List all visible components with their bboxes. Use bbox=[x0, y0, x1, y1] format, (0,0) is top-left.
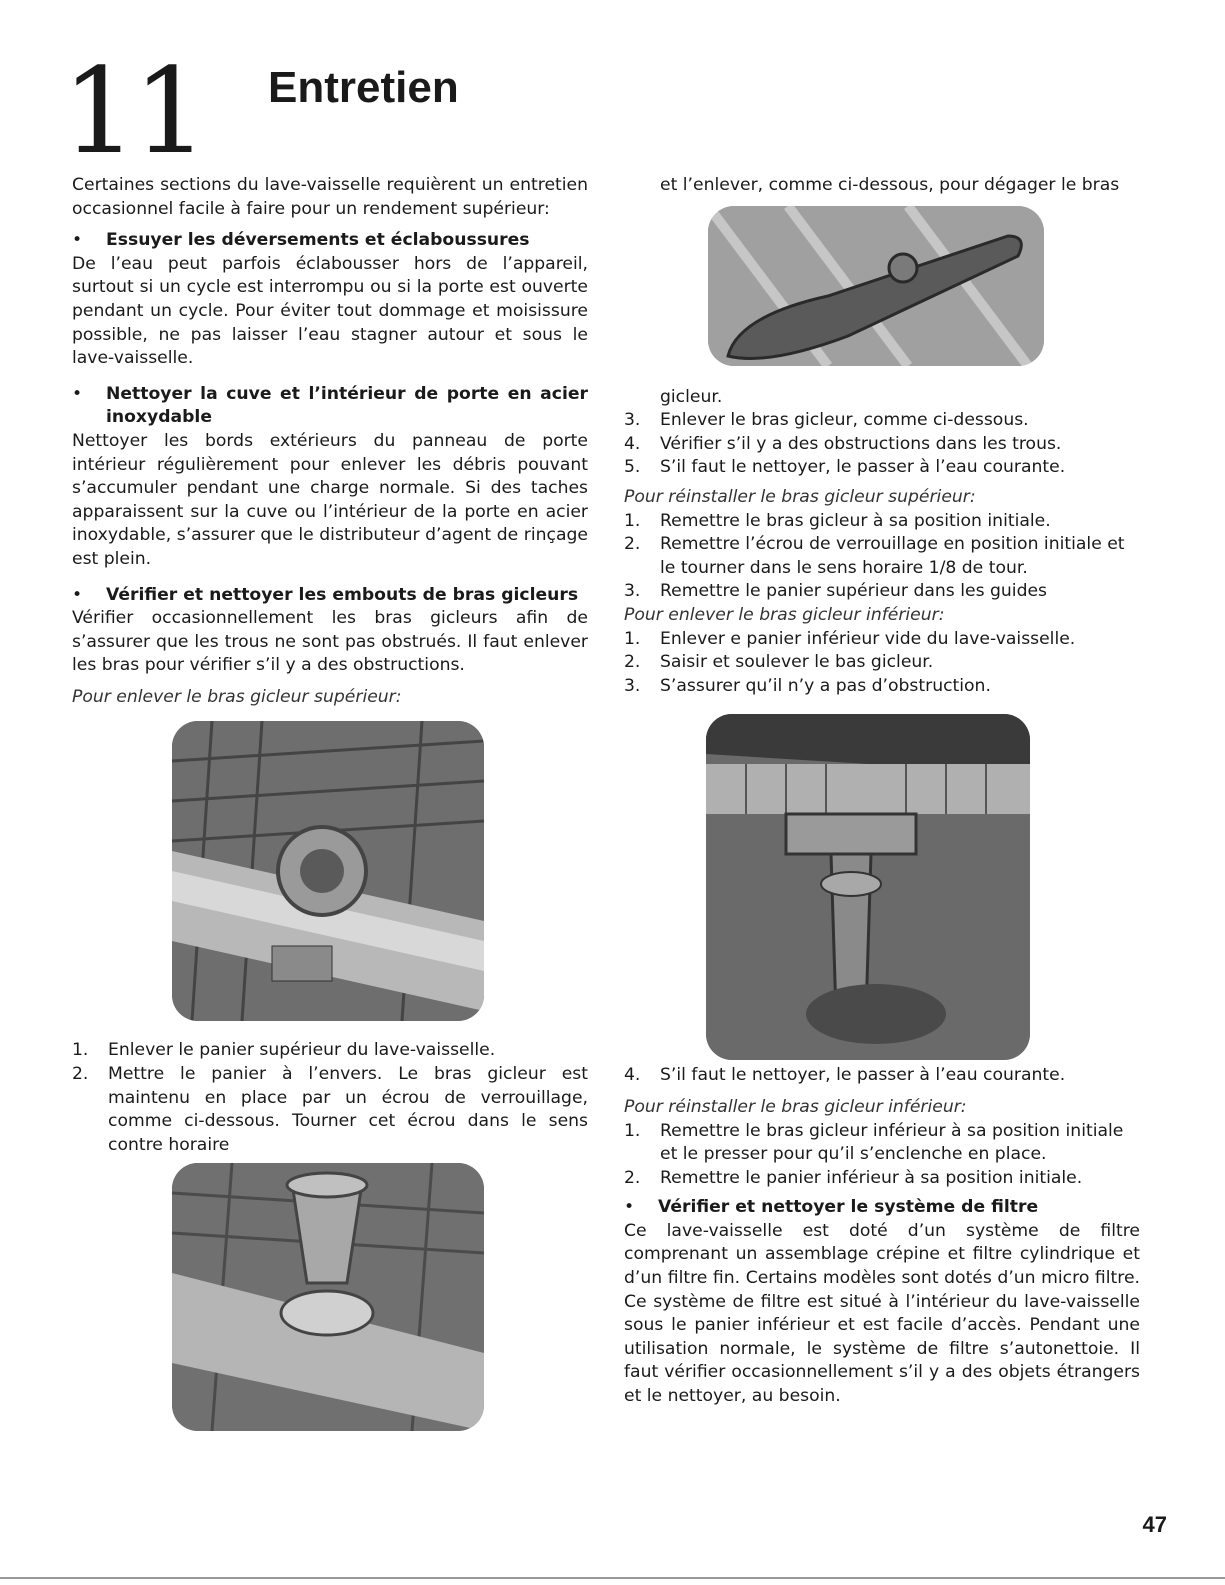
photo-illustration bbox=[708, 206, 1044, 366]
continuation-text: et l’enlever, comme ci-dessous, pour dégager le bras bbox=[660, 175, 1120, 195]
right-column bbox=[624, 174, 1140, 1409]
step-item: 1. Remettre le bras gicleur inférieur à sa position initiale et le presser pour qu’il s’enclenche en place. bbox=[624, 1120, 1124, 1165]
remove-upper-steps bbox=[72, 1039, 588, 1157]
step-item: 3. S’assurer qu’il n’y a pas d’obstruction. bbox=[624, 675, 991, 696]
bullet-dot: • bbox=[72, 230, 83, 251]
bullet-dot: • bbox=[624, 1197, 635, 1218]
remove-upper-heading: Pour enlever le bras gicleur supérieur: bbox=[72, 686, 402, 707]
reinstall-lower-heading: Pour réinstaller le bras gicleur inférieur: bbox=[624, 1096, 967, 1117]
filter-paragraph: Ce lave-vaisselle est doté d’un système de filtre comprenant un assemblage crépine et filtre cylindrique et d’un filtre fin. Certains modèles sont dotés d’un micro filtre. Ce système de filtre est situé à l’intérieur du lave-vaisselle sous le panier inférieur et est facile d’accès. Pendant une utilisation normale, le système de filtre s’autonettoie. Il faut vérifier occasionnellement s’il y a des objets étrangers et le nettoyer, au besoin. bbox=[624, 1220, 1140, 1407]
step-item: 1. Enlever e panier inférieur vide du lave-vaisselle. bbox=[624, 628, 1076, 649]
reinstall-lower-steps bbox=[624, 1120, 1140, 1191]
photo-upper-spray-arm-removed-nut bbox=[172, 1163, 484, 1431]
intro-paragraph: Certaines sections du lave-vaisselle requièrent un entretien occasionnel facile à faire pour un rendement supérieur: bbox=[72, 175, 588, 219]
bottom-rule bbox=[0, 1577, 1225, 1579]
photo-illustration bbox=[172, 1163, 484, 1431]
bullet-title: Vérifier et nettoyer le système de filtre bbox=[658, 1197, 1039, 1218]
bullet-stainless bbox=[72, 383, 588, 430]
step-item: 1. Enlever le panier supérieur du lave-vaisselle. bbox=[72, 1040, 496, 1061]
bullet-title: Nettoyer la cuve et l’intérieur de porte en acier inoxydable bbox=[106, 383, 588, 428]
reinstall-upper-heading: Pour réinstaller le bras gicleur supérieur: bbox=[624, 486, 976, 507]
step-item: 1. Remettre le bras gicleur à sa position initiale. bbox=[624, 510, 1051, 531]
spray-arms-paragraph: Vérifier occasionnellement les bras gicleurs afin de s’assurer que les trous ne sont pas obstrués. Il faut enlever les bras pour vérifier s’il y a des obstructions. bbox=[72, 608, 588, 676]
step-item: 2. Remettre l’écrou de verrouillage en position initiale et le tourner dans le sens horaire 1/8 de tour. bbox=[624, 534, 1125, 578]
bullet-dot: • bbox=[72, 383, 83, 404]
photo-upper-spray-arm-nut bbox=[172, 721, 484, 1021]
step-item: 2. Mettre le panier à l’envers. Le bras gicleur est maintenu en place par un écrou de verrouillage, comme ci-dessous. Tourner cet écrou dans le sens contre horaire bbox=[72, 1064, 588, 1155]
chapter-number: 11 bbox=[62, 42, 205, 180]
bullet-spills bbox=[72, 229, 588, 253]
step-item: 2. Saisir et soulever le bas gicleur. bbox=[624, 652, 934, 673]
remove-lower-steps-continued bbox=[624, 1064, 1140, 1088]
bullet-dot: • bbox=[72, 584, 83, 605]
bullet-title: Vérifier et nettoyer les embouts de bras gicleurs bbox=[106, 584, 579, 605]
bullet-spray-arms bbox=[72, 584, 588, 608]
step-item: 3. Remettre le panier supérieur dans les guides bbox=[624, 581, 1048, 602]
remove-upper-steps-continued bbox=[624, 409, 1140, 480]
left-column bbox=[72, 174, 588, 1431]
step-item: 3. Enlever le bras gicleur, comme ci-dessous. bbox=[624, 410, 1029, 431]
stainless-paragraph: Nettoyer les bords extérieurs du panneau de porte intérieur régulièrement pour enlever les débris pouvant s’accumuler pendant une charge normale. Si des taches apparaissent sur la cuve ou l’intérieur de la porte en acier inoxydable, s’assurer que le distributeur d’agent de rinçage est plein. bbox=[72, 430, 588, 569]
chapter-title: Entretien bbox=[268, 63, 459, 112]
step-item: 4. S’il faut le nettoyer, le passer à l’eau courante. bbox=[624, 1065, 1066, 1086]
photo-illustration bbox=[706, 714, 1030, 1060]
page-number: 47 bbox=[1142, 1512, 1167, 1537]
remove-lower-heading: Pour enlever le bras gicleur inférieur: bbox=[624, 604, 945, 625]
remove-lower-steps bbox=[624, 628, 1140, 699]
step-item: 2. Remettre le panier inférieur à sa position initiale. bbox=[624, 1167, 1083, 1188]
bullet-filter bbox=[624, 1196, 1140, 1220]
step-item: 4. Vérifier s’il y a des obstructions dans les trous. bbox=[624, 433, 1062, 454]
continuation-text-end: gicleur. bbox=[660, 386, 723, 407]
step-item: 5. S’il faut le nettoyer, le passer à l’eau courante. bbox=[624, 457, 1066, 478]
photo-lower-spray-arm bbox=[706, 714, 1030, 1060]
photo-illustration bbox=[172, 721, 484, 1021]
reinstall-upper-steps bbox=[624, 510, 1140, 604]
bullet-title: Essuyer les déversements et éclaboussures bbox=[106, 230, 530, 251]
photo-upper-spray-arm bbox=[708, 206, 1044, 366]
spills-paragraph: De l’eau peut parfois éclabousser hors de l’appareil, surtout si un cycle est interrompu ou si la porte est ouverte pendant un cycle. Pour éviter tout dommage et moisissure possible, ne pas laisser l’eau stagner autour et sous le lave-vaisselle. bbox=[72, 253, 588, 369]
